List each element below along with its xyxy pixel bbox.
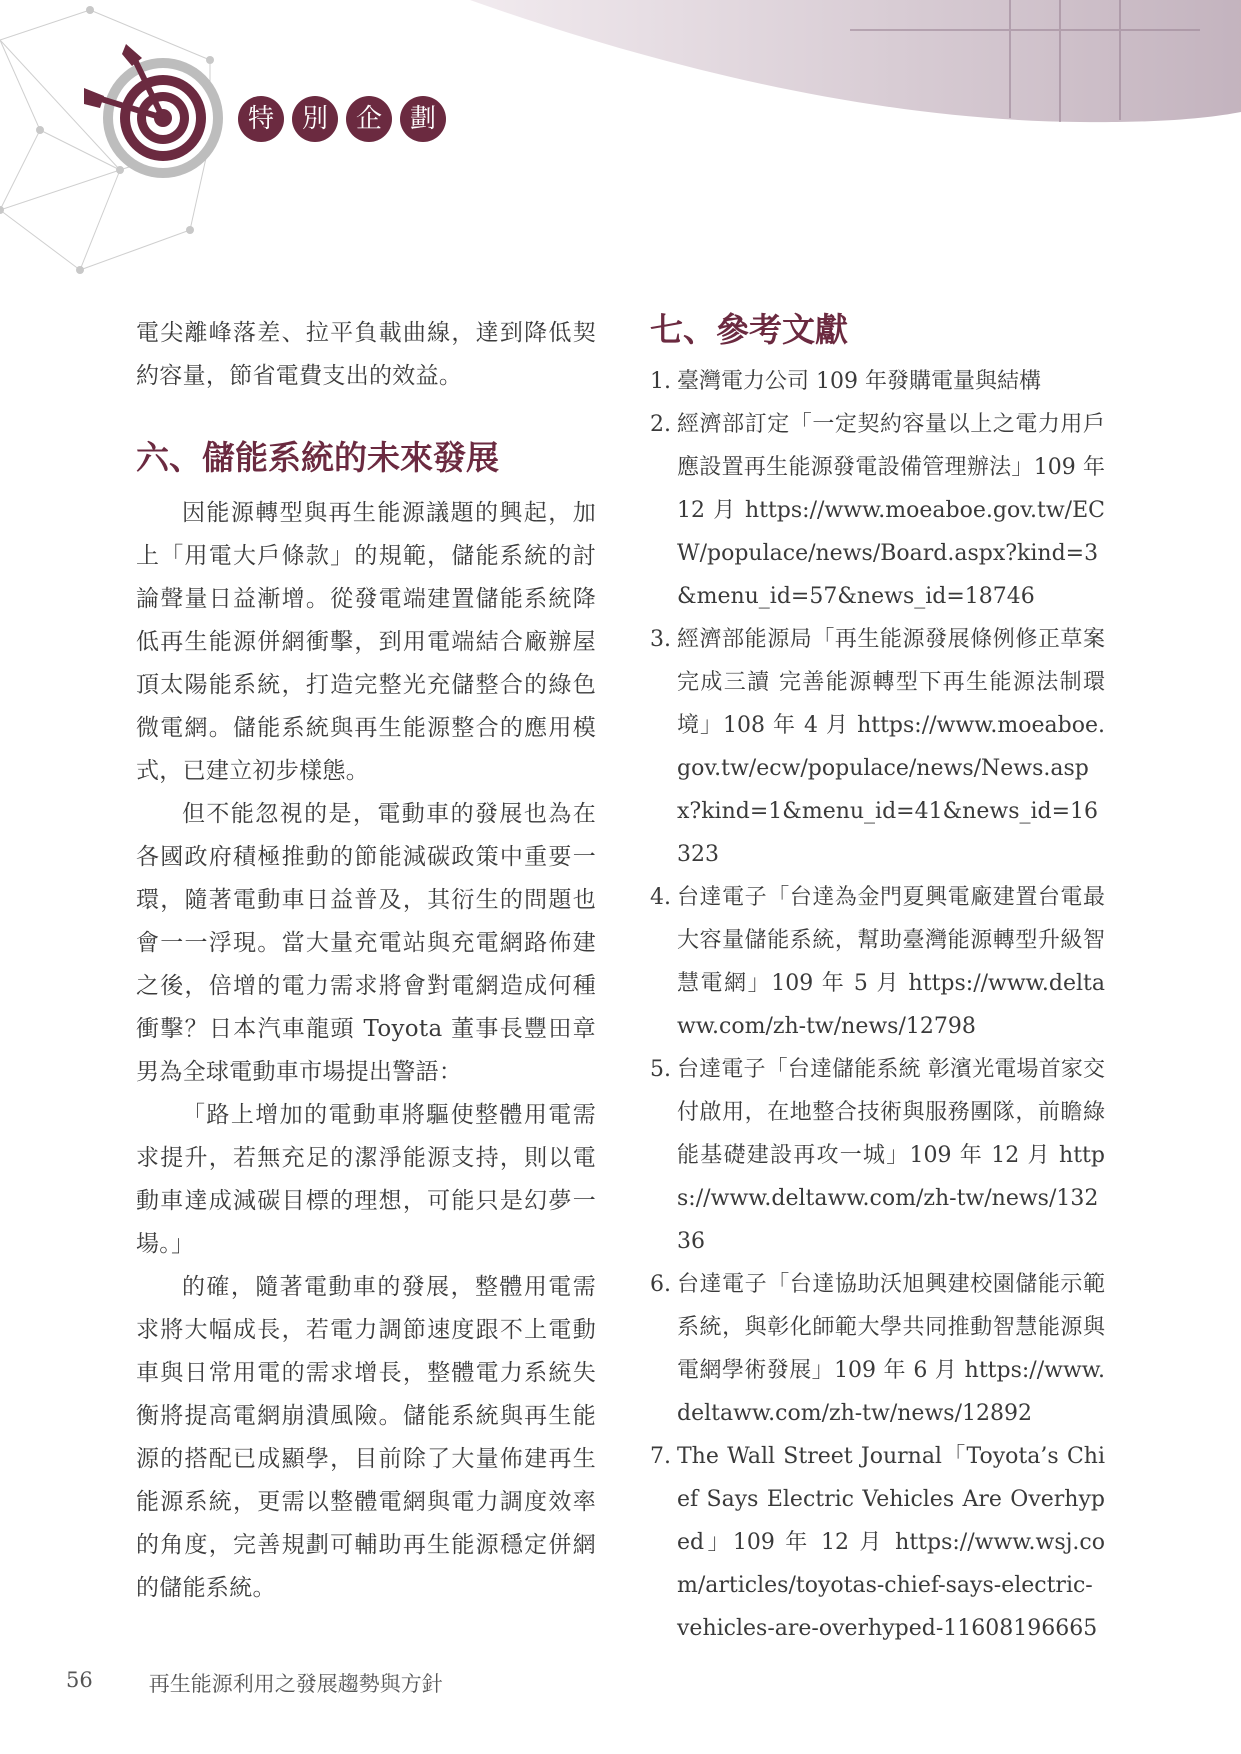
quote-paragraph: 「路上增加的電動車將驅使整體用電需求提升，若無充足的潔淨能源支持，則以電動車達成減碳目標的理想，可能只是幻夢一場。」 (136, 1102, 596, 1257)
page-footer (66, 1668, 443, 1698)
badge-char: 劃 (400, 96, 446, 142)
reference-item (650, 1263, 1105, 1435)
reference-item (650, 1048, 1105, 1263)
reference-number: 3. (650, 627, 671, 652)
right-column (650, 312, 1105, 1650)
reference-text: 經濟部訂定「一定契約容量以上之電力用戶應設置再生能源發電設備管理辦法」109 年 12 月 https://www.moeaboe.gov.tw/ECW/populace/news/Board.aspx?kind=3&menu_id=57&news_id=18746 (677, 412, 1105, 609)
reference-number: 4. (650, 885, 671, 910)
reference-item (650, 1435, 1105, 1650)
section-7-heading: 七、參考文獻 (650, 310, 848, 349)
badge-char: 別 (292, 96, 338, 142)
intro-paragraph: 電尖離峰落差、拉平負載曲線，達到降低契約容量，節省電費支出的效益。 (136, 320, 596, 389)
target-icon (84, 44, 223, 178)
section-6-heading: 六、儲能系統的未來發展 (136, 438, 499, 477)
header-wave (470, 0, 1241, 122)
reference-text: 台達電子「台達協助沃旭興建校園儲能示範系統，與彰化師範大學共同推動智慧能源與電網學術發展」109 年 6 月 https://www.deltaww.com/zh-tw/news/12892 (677, 1272, 1105, 1426)
special-feature-badges (238, 96, 446, 142)
body-paragraph: 的確，隨著電動車的發展，整體用電需求將大幅成長，若電力調節速度跟不上電動車與日常用電的需求增長，整體電力系統失衡將提高電網崩潰風險。儲能系統與再生能源的搭配已成顯學，目前除了大量佈建再生能源系統，更需以整體電網與電力調度效率的角度，完善規劃可輔助再生能源穩定併網的儲能系統。 (136, 1274, 596, 1601)
left-column (136, 312, 596, 1610)
reference-number: 2. (650, 412, 671, 437)
body-paragraph: 但不能忽視的是，電動車的發展也為在各國政府積極推動的節能減碳政策中重要一環，隨著電動車日益普及，其衍生的問題也會一一浮現。當大量充電站與充電網路佈建之後，倍增的電力需求將會對電網造成何種衝擊？日本汽車龍頭 Toyota 董事長豐田章男為全球電動車市場提出警語： (136, 801, 596, 1085)
reference-list (650, 360, 1105, 1650)
reference-number: 7. (650, 1444, 671, 1469)
reference-number: 6. (650, 1272, 671, 1297)
reference-text: The Wall Street Journal「Toyota’s Chief Says Electric Vehicles Are Overhyped」109 年 12 月 https://www.wsj.com/articles/toyotas-chief-says-electric-vehicles-are-overhyped-11608196665 (677, 1444, 1105, 1641)
reference-item (650, 360, 1105, 403)
reference-text: 臺灣電力公司 109 年發購電量與結構 (677, 369, 1041, 394)
publication-title: 再生能源利用之發展趨勢與方針 (148, 1672, 443, 1696)
reference-text: 台達電子「台達儲能系統 彰濱光電場首家交付啟用，在地整合技術與服務團隊，前瞻綠能基礎建設再攻一城」109 年 12 月 https://www.deltaww.com/zh-tw/news/13236 (677, 1057, 1105, 1254)
reference-item (650, 403, 1105, 618)
reference-item (650, 618, 1105, 876)
reference-item (650, 876, 1105, 1048)
reference-number: 5. (650, 1057, 671, 1082)
reference-number: 1. (650, 369, 671, 394)
header-decoration (0, 0, 1241, 290)
reference-text: 台達電子「台達為金門夏興電廠建置台電最大容量儲能系統，幫助臺灣能源轉型升級智慧電網」109 年 5 月 https://www.deltaww.com/zh-tw/news/12798 (677, 885, 1105, 1039)
reference-text: 經濟部能源局「再生能源發展條例修正草案完成三讀 完善能源轉型下再生能源法制環境」108 年 4 月 https://www.moeaboe.gov.tw/ecw/populace/news/News.aspx?kind=1&menu_id=41&news_id=16323 (677, 627, 1105, 867)
body-paragraph: 因能源轉型與再生能源議題的興起，加上「用電大戶條款」的規範，儲能系統的討論聲量日益漸增。從發電端建置儲能系統降低再生能源併網衝擊，到用電端結合廠辦屋頂太陽能系統，打造完整光充儲整合的綠色微電網。儲能系統與再生能源整合的應用模式，已建立初步樣態。 (136, 500, 596, 784)
badge-char: 特 (238, 96, 284, 142)
page-number: 56 (66, 1668, 93, 1692)
badge-char: 企 (346, 96, 392, 142)
